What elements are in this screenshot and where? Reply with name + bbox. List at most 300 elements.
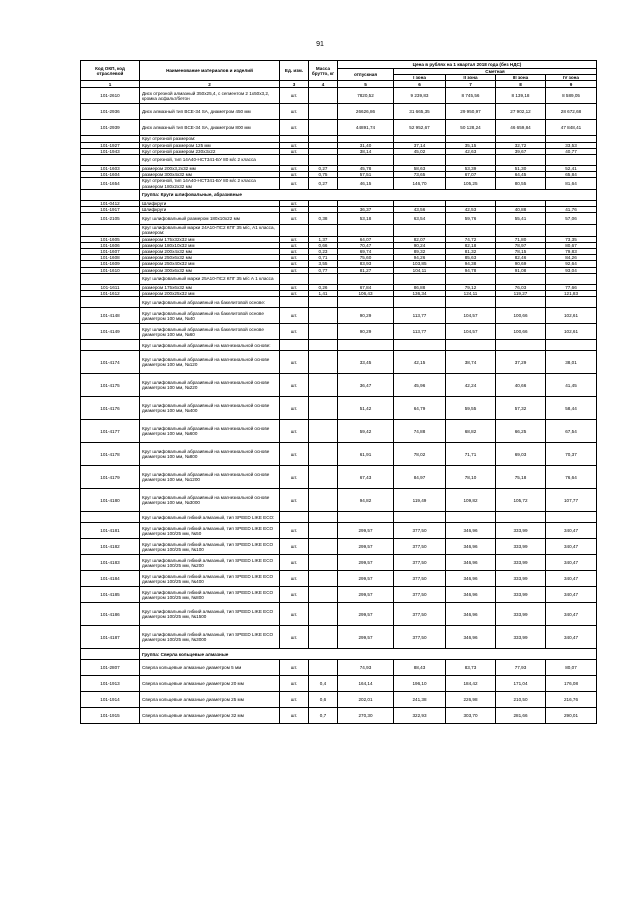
table-row	[81, 523, 597, 539]
item-unit: шт.	[280, 284, 309, 290]
item-unit: шт.	[280, 120, 309, 136]
item-name: Круг шлифовальный абразивный на бакелитовой основе диаметром 100 мм, №40	[140, 308, 280, 324]
item-code: 101-1654	[81, 178, 140, 189]
price-zone-2: 184,42	[446, 676, 496, 692]
item-code: 101-1610	[81, 267, 140, 273]
price-zone-3	[496, 155, 546, 166]
column-numbers-row	[81, 81, 597, 88]
item-name: Сверла кольцевые алмазные диаметром 25 мм	[140, 692, 280, 708]
item-name: Круг отрезной, тип 14А40-НСТ341-БУ 80 м/с 2 класса	[140, 155, 280, 166]
item-name: Сверла кольцевые алмазные диаметром 20 мм	[140, 676, 280, 692]
table-row	[81, 692, 597, 708]
price-zone-4: 40,77	[546, 148, 597, 154]
item-unit: шт.	[280, 166, 309, 172]
price-zone-1: 136,34	[394, 291, 446, 297]
price-zone-1	[394, 273, 446, 284]
price-zone-4: 340,47	[546, 626, 597, 649]
table-row	[81, 443, 597, 466]
item-code: 101-4186	[81, 603, 140, 626]
price-release	[338, 225, 394, 236]
item-code: 101-4182	[81, 539, 140, 555]
item-code: 101-4177	[81, 420, 140, 443]
item-mass	[309, 626, 338, 649]
price-zone-2	[446, 340, 496, 351]
header-zone-3: III зона	[496, 75, 546, 81]
price-zone-1: 113,77	[394, 324, 446, 340]
item-code: 101-2105	[81, 213, 140, 225]
price-zone-4: 28 672,68	[546, 104, 597, 120]
table-row	[81, 489, 597, 512]
price-zone-1: 241,38	[394, 692, 446, 708]
item-mass: 0,7	[309, 708, 338, 724]
table-row	[81, 512, 597, 523]
price-zone-1: 119,49	[394, 489, 446, 512]
item-mass	[309, 374, 338, 397]
price-release: 74,93	[338, 660, 394, 676]
price-release: 299,57	[338, 539, 394, 555]
item-code: 101-4180	[81, 489, 140, 512]
item-code: 101-4149	[81, 324, 140, 340]
item-unit: шт.	[280, 676, 309, 692]
price-release: 36,37	[338, 207, 394, 213]
price-zone-2: 71,71	[446, 443, 496, 466]
item-mass: 3,55	[309, 261, 338, 267]
item-name: Круг шлифовальный марки 25А10-ПС2 КПГ 35 м/с А 1 класса	[140, 273, 280, 284]
price-zone-2	[446, 273, 496, 284]
col-number: 5	[338, 81, 394, 88]
table-row	[81, 104, 597, 120]
table-row	[81, 626, 597, 649]
price-zone-1: 31 665,35	[394, 104, 446, 120]
item-mass	[309, 397, 338, 420]
price-zone-4	[546, 512, 597, 523]
price-zone-1: 9 239,83	[394, 88, 446, 104]
item-name: Круг отрезной размером 125 мм	[140, 142, 280, 148]
price-zone-2: 50 128,24	[446, 120, 496, 136]
price-zone-3: 333,99	[496, 555, 546, 571]
item-name: Круг шлифовальный гибкий алмазный, тип SPEED LIKE ECO диаметром 100/25 мм, №3000	[140, 626, 280, 649]
price-release: 164,14	[338, 676, 394, 692]
item-mass	[309, 225, 338, 236]
price-release: 53,18	[338, 213, 394, 225]
table-row	[81, 178, 597, 189]
col-number: 8	[496, 81, 546, 88]
price-zone-2: 42,63	[446, 148, 496, 154]
price-zone-4: 84,26	[546, 255, 597, 261]
item-name: Сверла кольцевые алмазные диаметром 32 мм	[140, 708, 280, 724]
item-unit: шт.	[280, 692, 309, 708]
item-name: Круг шлифовальный абразивный на бакелитовой основе:	[140, 297, 280, 308]
group-title: Группа: Круги шлифовальные, абразивные	[140, 189, 597, 200]
item-name: Круг шлифовальный абразивный на магнезиальной основе:	[140, 340, 280, 351]
item-unit: шт.	[280, 708, 309, 724]
price-zone-2: 346,96	[446, 603, 496, 626]
item-code: 101-4174	[81, 351, 140, 374]
item-code	[81, 649, 140, 660]
item-code: 101-4181	[81, 523, 140, 539]
item-mass	[309, 523, 338, 539]
item-code: 101-4176	[81, 397, 140, 420]
price-release: 31,40	[338, 142, 394, 148]
price-zone-4: 79,83	[546, 249, 597, 255]
price-zone-4: 81,64	[546, 178, 597, 189]
price-zone-1: 73,65	[394, 172, 446, 178]
item-code: 101-1913	[81, 676, 140, 692]
item-name: Диск отрезной алмазный 350х25,4, с сегментом 2 1х50х3,2, кромка асфальт/бетон	[140, 88, 280, 104]
item-unit: шт.	[280, 261, 309, 267]
item-name: размером 250х6х32 мм	[140, 255, 280, 261]
item-unit	[280, 155, 309, 166]
price-release: 45,78	[338, 166, 394, 172]
price-zone-4: 73,35	[546, 236, 597, 242]
price-release: 64,07	[338, 236, 394, 242]
price-zone-4: 47 848,41	[546, 120, 597, 136]
price-zone-1: 74,88	[394, 420, 446, 443]
item-unit: шт.	[280, 249, 309, 255]
price-zone-4: 340,47	[546, 571, 597, 587]
price-zone-3: 40,66	[496, 374, 546, 397]
price-release: 51,42	[338, 397, 394, 420]
price-zone-4: 340,47	[546, 555, 597, 571]
item-code	[81, 155, 140, 166]
price-release: 57,51	[338, 172, 394, 178]
item-mass: 0,77	[309, 267, 338, 273]
price-zone-2: 346,96	[446, 555, 496, 571]
item-name: Круг шлифовальный абразивный на бакелитовой основе диаметром 100 мм, №60	[140, 324, 280, 340]
item-code: 101-4148	[81, 308, 140, 324]
item-unit	[280, 297, 309, 308]
price-zone-3: 100,66	[496, 308, 546, 324]
price-zone-2: 346,96	[446, 539, 496, 555]
price-release	[338, 273, 394, 284]
table-row	[81, 466, 597, 489]
price-zone-4: 65,84	[546, 172, 597, 178]
price-zone-4: 340,47	[546, 603, 597, 626]
item-code	[81, 297, 140, 308]
price-zone-1	[394, 225, 446, 236]
item-unit: шт.	[280, 523, 309, 539]
item-unit: шт.	[280, 142, 309, 148]
item-code: 101-1604	[81, 172, 140, 178]
col-number: 4	[309, 81, 338, 88]
price-zone-3: 77,93	[496, 660, 546, 676]
price-zone-3: 39,67	[496, 148, 546, 154]
item-code	[81, 189, 140, 200]
price-zone-2: 85,63	[446, 255, 496, 261]
price-zone-3: 51,30	[496, 166, 546, 172]
item-name: размером 200х3,2х32 мм	[140, 166, 280, 172]
price-zone-4: 41,76	[546, 207, 597, 213]
price-zone-4: 8 589,05	[546, 88, 597, 104]
price-zone-1: 88,43	[394, 660, 446, 676]
item-unit: шт.	[280, 255, 309, 261]
price-zone-4: 38,01	[546, 351, 597, 374]
price-zone-2: 346,96	[446, 587, 496, 603]
group-row	[81, 189, 597, 200]
table-row	[81, 120, 597, 136]
price-zone-2: 104,57	[446, 308, 496, 324]
price-zone-3: 281,66	[496, 708, 546, 724]
price-zone-3: 80,55	[496, 178, 546, 189]
header-mass: Масса брутто, кг	[309, 61, 338, 81]
price-zone-1: 377,50	[394, 555, 446, 571]
item-code: 101-1927	[81, 142, 140, 148]
price-zone-4: 57,06	[546, 213, 597, 225]
item-mass	[309, 324, 338, 340]
item-unit: шт.	[280, 420, 309, 443]
header-release: отпускная	[338, 69, 394, 81]
price-zone-2: 104,57	[446, 324, 496, 340]
item-mass	[309, 297, 338, 308]
item-name: размером 175х6х32 мм	[140, 284, 280, 290]
header-zone-1: I зона	[394, 75, 446, 81]
item-mass	[309, 88, 338, 104]
table-row	[81, 555, 597, 571]
price-release	[338, 340, 394, 351]
item-mass: 0,27	[309, 178, 338, 189]
price-zone-1: 377,50	[394, 539, 446, 555]
item-code: 101-2610	[81, 88, 140, 104]
header-code: Код ОКП, код отраслевой	[81, 61, 140, 81]
price-release	[338, 297, 394, 308]
item-name: Шлифкруги	[140, 200, 280, 206]
price-zone-3: 91,08	[496, 267, 546, 273]
price-zone-1: 94,26	[394, 255, 446, 261]
item-mass	[309, 340, 338, 351]
item-mass: 0,23	[309, 249, 338, 255]
price-release: 299,57	[338, 603, 394, 626]
price-zone-3: 40,88	[496, 207, 546, 213]
table-header	[81, 61, 597, 88]
item-mass	[309, 120, 338, 136]
item-code: 101-4183	[81, 555, 140, 571]
price-zone-3: 82,46	[496, 255, 546, 261]
price-zone-2: 81,32	[446, 249, 496, 255]
item-code: 101-4175	[81, 374, 140, 397]
price-zone-4	[546, 273, 597, 284]
item-name: Круг шлифовальный гибкий алмазный, тип SPEED LIKE ECO диаметром 100/25 мм, №400	[140, 571, 280, 587]
item-mass	[309, 587, 338, 603]
price-zone-2: 38,74	[446, 351, 496, 374]
header-zone-4: IV зона	[546, 75, 597, 81]
price-zone-2: 42,24	[446, 374, 496, 397]
price-zone-4: 176,08	[546, 676, 597, 692]
item-name: размером 300х6х32 мм	[140, 267, 280, 273]
price-zone-1: 377,50	[394, 603, 446, 626]
price-zone-3: 333,99	[496, 523, 546, 539]
price-zone-2: 68,82	[446, 420, 496, 443]
header-name: Наименование материалов и изделий	[140, 61, 280, 81]
item-code: 101-4185	[81, 587, 140, 603]
item-name: Круг шлифовальный гибкий алмазный, тип SPEED LIKE ECO диаметром 100/25 мм, №800	[140, 587, 280, 603]
price-zone-2: 59,55	[446, 397, 496, 420]
item-mass	[309, 104, 338, 120]
price-release: 202,01	[338, 692, 394, 708]
price-zone-4: 121,83	[546, 291, 597, 297]
price-zone-1: 63,54	[394, 213, 446, 225]
price-zone-2: 59,76	[446, 213, 496, 225]
item-name: размером 175х32х32 мм	[140, 236, 280, 242]
item-name: Круг шлифовальный абразивный на магнезиальной основе диаметром 100 мм, №120	[140, 351, 280, 374]
price-zone-4	[546, 340, 597, 351]
table-row	[81, 213, 597, 225]
item-unit: шт.	[280, 324, 309, 340]
price-zone-1	[394, 155, 446, 166]
price-release: 299,57	[338, 587, 394, 603]
page-number: 91	[316, 41, 324, 48]
price-zone-2: 67,07	[446, 172, 496, 178]
price-zone-1	[394, 297, 446, 308]
table-row	[81, 324, 597, 340]
price-zone-2: 83,73	[446, 660, 496, 676]
price-zone-4: 340,47	[546, 523, 597, 539]
header-zone-2: II зона	[446, 75, 496, 81]
item-name: Круг шлифовальный гибкий алмазный, тип SPEED LIKE ECO:	[140, 512, 280, 523]
item-unit: шт.	[280, 178, 309, 189]
price-zone-3: 76,03	[496, 284, 546, 290]
price-zone-3: 71,80	[496, 236, 546, 242]
item-mass	[309, 351, 338, 374]
price-zone-1	[394, 340, 446, 351]
price-zone-2	[446, 512, 496, 523]
price-zone-3: 55,41	[496, 213, 546, 225]
item-mass	[309, 571, 338, 587]
table-row	[81, 351, 597, 374]
item-name: Круг шлифовальный абразивный на магнезиальной основе диаметром 100 мм, №3000	[140, 489, 280, 512]
item-name: Диск алмазный тип BCE-34 SA, диаметром 450 мм	[140, 104, 280, 120]
price-release: 70,47	[338, 242, 394, 248]
item-unit: шт.	[280, 571, 309, 587]
item-unit: шт.	[280, 104, 309, 120]
item-name: Круг шлифовальный абразивный на магнезиальной основе диаметром 100 мм, №400	[140, 397, 280, 420]
item-unit: шт.	[280, 626, 309, 649]
price-zone-2: 94,78	[446, 267, 496, 273]
item-unit: шт.	[280, 603, 309, 626]
item-mass	[309, 308, 338, 324]
price-release: 83,93	[338, 261, 394, 267]
price-release: 61,91	[338, 443, 394, 466]
price-zone-3: 64,45	[496, 172, 546, 178]
item-name: Круг шлифовальный гибкий алмазный, тип SPEED LIKE ECO диаметром 100/25 мм, №50	[140, 523, 280, 539]
header-unit: Ед. изм.	[280, 61, 309, 81]
item-code: 101-1606	[81, 242, 140, 248]
price-zone-1: 104,11	[394, 267, 446, 273]
item-unit: шт.	[280, 374, 309, 397]
price-zone-3	[496, 297, 546, 308]
price-zone-3: 78,97	[496, 242, 546, 248]
table-row	[81, 676, 597, 692]
price-zone-1: 52 952,67	[394, 120, 446, 136]
price-zone-2	[446, 225, 496, 236]
price-zone-4: 102,61	[546, 308, 597, 324]
table-row	[81, 308, 597, 324]
price-release: 90,29	[338, 308, 394, 324]
price-zone-4: 102,61	[546, 324, 597, 340]
price-release: 106,43	[338, 291, 394, 297]
price-zone-3	[496, 512, 546, 523]
item-mass	[309, 489, 338, 512]
item-unit: шт.	[280, 351, 309, 374]
table-body	[81, 88, 597, 724]
item-unit	[280, 512, 309, 523]
price-zone-4: 340,47	[546, 587, 597, 603]
item-mass	[309, 512, 338, 523]
price-zone-1: 322,93	[394, 708, 446, 724]
item-code: 101-4187	[81, 626, 140, 649]
item-code: 101-1607	[81, 249, 140, 255]
price-zone-2: 226,98	[446, 692, 496, 708]
price-zone-1: 45,02	[394, 148, 446, 154]
price-release: 299,57	[338, 626, 394, 649]
price-zone-1	[394, 512, 446, 523]
price-zone-3: 333,99	[496, 539, 546, 555]
price-zone-3	[496, 273, 546, 284]
price-release: 38,14	[338, 148, 394, 154]
col-number: 1	[81, 81, 140, 88]
price-zone-3: 105,72	[496, 489, 546, 512]
price-zone-1: 45,96	[394, 374, 446, 397]
price-zone-3	[496, 340, 546, 351]
item-unit: шт.	[280, 539, 309, 555]
price-release: 94,82	[338, 489, 394, 512]
item-name: Круг отрезной размером:	[140, 136, 280, 142]
price-zone-3: 100,66	[496, 324, 546, 340]
item-mass	[309, 466, 338, 489]
price-zone-4: 58,44	[546, 397, 597, 420]
item-mass	[309, 555, 338, 571]
price-zone-3: 37,29	[496, 351, 546, 374]
item-name: Круг шлифовальный абразивный на магнезиальной основе диаметром 100 мм, №1200	[140, 466, 280, 489]
price-zone-2: 35,15	[446, 142, 496, 148]
price-zone-1: 64,79	[394, 397, 446, 420]
price-zone-1: 42,15	[394, 351, 446, 374]
price-release: 69,74	[338, 249, 394, 255]
price-zone-4: 33,53	[546, 142, 597, 148]
price-release: 90,29	[338, 324, 394, 340]
item-name: Круг шлифовальный абразивный на магнезиальной основе диаметром 100 мм, №800	[140, 443, 280, 466]
item-code: 101-4184	[81, 571, 140, 587]
price-zone-4: 70,37	[546, 443, 597, 466]
price-zone-1: 84,97	[394, 466, 446, 489]
price-zone-2	[446, 155, 496, 166]
item-mass: 0,75	[309, 172, 338, 178]
table-row	[81, 420, 597, 443]
item-code: 101-1943	[81, 148, 140, 154]
price-zone-3: 75,18	[496, 466, 546, 489]
item-name: Круг шлифовальный абразивный на магнезиальной основе диаметром 100 мм, №600	[140, 420, 280, 443]
col-number: 6	[394, 81, 446, 88]
table-row	[81, 660, 597, 676]
item-name: Диск алмазный тип BCE-34 SA, диаметром 800 мм	[140, 120, 280, 136]
table-row	[81, 374, 597, 397]
item-mass	[309, 443, 338, 466]
col-number: 9	[546, 81, 597, 88]
item-unit: шт.	[280, 242, 309, 248]
item-mass	[309, 420, 338, 443]
price-zone-3: 119,27	[496, 291, 546, 297]
price-zone-1: 377,50	[394, 523, 446, 539]
price-table	[80, 60, 597, 724]
price-zone-2: 8 745,56	[446, 88, 496, 104]
item-name: Круг шлифовальный размером 180х10х22 мм	[140, 213, 280, 225]
col-number: 7	[446, 81, 496, 88]
price-zone-4: 107,77	[546, 489, 597, 512]
item-code: 101-1608	[81, 255, 140, 261]
price-zone-1: 78,02	[394, 443, 446, 466]
price-release: 67,43	[338, 466, 394, 489]
item-code: 101-1915	[81, 708, 140, 724]
price-zone-3	[496, 225, 546, 236]
